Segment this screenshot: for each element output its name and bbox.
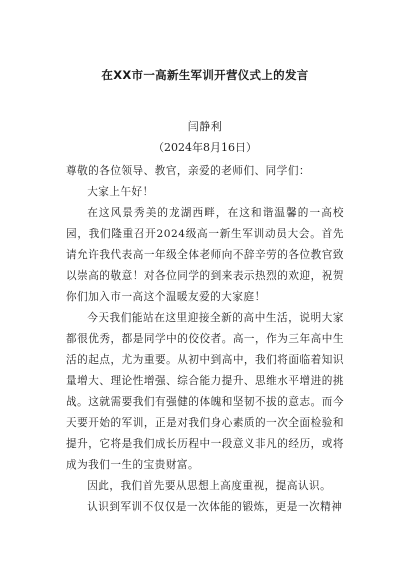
greeting-line: 尊敬的各位领导、教官，亲爱的老师们、同学们： — [66, 165, 311, 177]
document-title: 在XX市一高新生军训开营仪式上的发言 — [101, 68, 309, 82]
salutation-line: 大家上午好！ — [87, 186, 154, 198]
body-paragraph: 因此，我们首先要从思想上高度重视，提高认识。 — [87, 480, 332, 492]
speech-date: （2024年8月16日） — [153, 141, 257, 154]
body-paragraph: 今天我们能站在这里迎接全新的高中生活，说明大家都很优秀，都是同学中的佼佼者。高一，作为三年高中生活的起点，尤为重要。从初中到高中，我们将面临着知识量增大、理论性增强、综合能力提升、思维水平增进的挑战。这就需要我们有强健的体魄和坚韧不拔的意志。而今天要开始的军训，正是对我们身心素质的一次全面检验和提升，它将是我们成长历程中一段意义非凡的经历，或将成为我们一生的宝贵财富。 — [66, 312, 344, 471]
body-paragraph: 在这风景秀美的龙湖西畔，在这和谐温馨的一高校园，我们隆重召开2024级高一新生军训动员大会。首先请允许我代表高一年级全体老师向不辞辛劳的各位教官致以崇高的敬意！对各位同学的到来表示热烈的欢迎，祝贺你们加入市一高这个温暖友爱的大家庭！ — [66, 207, 344, 303]
author-name: 闫静利 — [187, 120, 223, 133]
body-paragraph: 认识到军训不仅仅是一次体能的锻炼，更是一次精神 — [87, 501, 343, 513]
speech-body — [66, 161, 344, 518]
